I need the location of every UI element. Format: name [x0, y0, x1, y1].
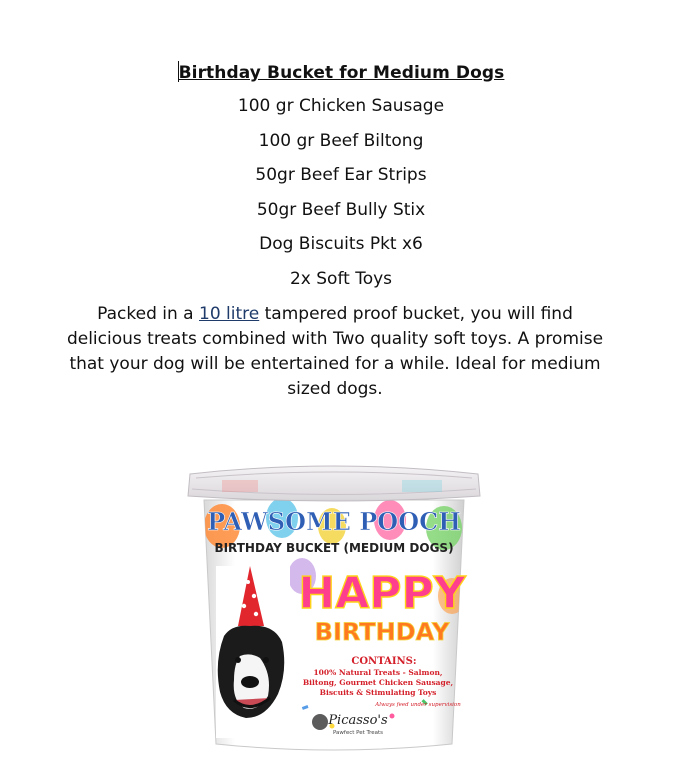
- contains-line-1: 100% Natural Treats - Salmon,: [313, 668, 443, 677]
- birthday-text: BIRTHDAY: [314, 618, 450, 646]
- bucket-size-link[interactable]: 10 litre: [199, 304, 260, 324]
- dog-photo: [216, 566, 290, 738]
- manufacturer-name: Picasso's: [328, 713, 388, 728]
- feeding-note: Always feed under supervision: [375, 702, 461, 708]
- brand-headline: PAWSOME POOCH: [207, 507, 461, 536]
- list-item: 50gr Beef Bully Stix: [256, 199, 426, 220]
- product-image: [182, 456, 486, 756]
- list-item: Dog Biscuits Pkt x6: [259, 234, 423, 254]
- list-item: 2x Soft Toys: [289, 268, 393, 289]
- happy-text: HAPPY: [298, 568, 466, 619]
- description-text-start: Packed in a: [97, 304, 199, 324]
- description-text-end: tampered proof bucket, you will find delicious treats combined with Two quality soft toys. A promise that your dog will be entertained for a while. Ideal for medium sized dogs.: [66, 304, 604, 399]
- product-name-label: BIRTHDAY BUCKET (MEDIUM DOGS): [214, 541, 454, 555]
- dog-silhouette-icon: [312, 714, 328, 730]
- list-item: 50gr Beef Ear Strips: [255, 165, 427, 185]
- contains-heading: CONTAINS:: [351, 656, 417, 667]
- list-item: 100 gr Chicken Sausage: [237, 96, 445, 116]
- contains-line-2: Biltong, Gourmet Chicken Sausage,: [302, 678, 454, 687]
- birthday-bucket-image: [182, 456, 486, 756]
- document-title-text: Birthday Bucket for Medium Dogs: [178, 63, 505, 83]
- contents-list: [0, 96, 682, 303]
- manufacturer-tagline: Pawfect Pet Treats: [332, 730, 384, 736]
- contains-line-3: Biscuits & Stimulating Toys: [319, 688, 437, 697]
- description-paragraph: [60, 302, 610, 402]
- document-title: [0, 61, 682, 83]
- list-item: 100 gr Beef Biltong: [258, 130, 424, 151]
